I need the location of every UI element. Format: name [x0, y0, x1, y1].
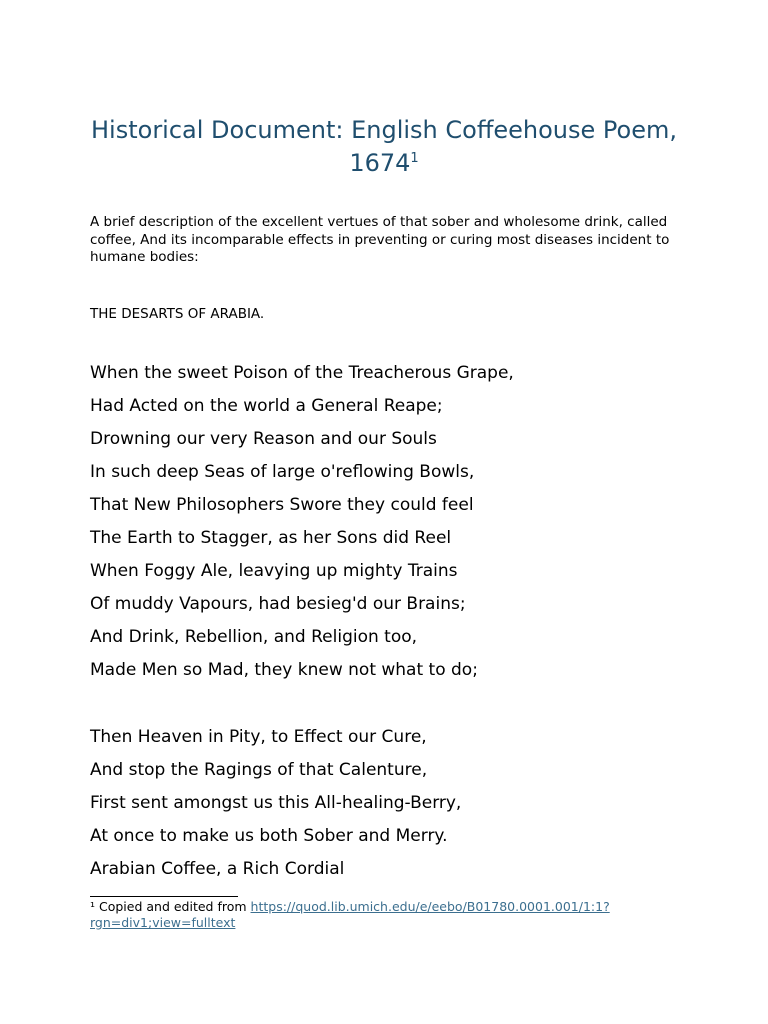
poem-line: And Drink, Rebellion, and Religion too, [90, 627, 418, 647]
poem-line: And stop the Ragings of that Calenture, [90, 760, 428, 780]
poem-line: When Foggy Ale, leavying up mighty Trains [90, 561, 458, 581]
document-title [90, 114, 678, 180]
section-heading: THE DESARTS OF ARABIA. [90, 306, 265, 322]
poem-line: The Earth to Stagger, as her Sons did Reel [90, 528, 452, 548]
poem-stanza-1 [90, 357, 514, 687]
poem-stanza-2 [90, 721, 461, 886]
footnote-source-link[interactable]: https://quod.lib.umich.edu/e/eebo/B01780.0001.001/1:1?rgn=div1;view=fulltext [90, 899, 610, 930]
poem-line: When the sweet Poison of the Treacherous Grape, [90, 363, 514, 383]
poem-line: First sent amongst us this All-healing-Berry, [90, 793, 462, 813]
intro-paragraph: A brief description of the excellent vertues of that sober and wholesome drink, called coffee, And its incomparable effects in preventing or curing most diseases incident to humane bodies: [90, 214, 670, 265]
title-footnote-mark: 1 [410, 151, 419, 166]
poem-line: Arabian Coffee, a Rich Cordial [90, 859, 345, 879]
poem-line: That New Philosophers Swore they could feel [90, 495, 474, 515]
poem-line: Had Acted on the world a General Reape; [90, 396, 443, 416]
poem-line: In such deep Seas of large o'reflowing Bowls, [90, 462, 475, 482]
poem-line: Drowning our very Reason and our Souls [90, 429, 437, 449]
title-text: Historical Document: English Coffeehouse Poem, 1674 [91, 116, 677, 177]
footnote-separator [90, 896, 238, 897]
poem-line: At once to make us both Sober and Merry. [90, 826, 448, 846]
poem-line: Of muddy Vapours, had besieg'd our Brains; [90, 594, 466, 614]
poem-line: Made Men so Mad, they knew not what to do; [90, 660, 478, 680]
footnote [90, 899, 650, 931]
footnote-mark: ¹ [90, 899, 96, 914]
poem-line: Then Heaven in Pity, to Effect our Cure, [90, 727, 427, 747]
footnote-text: Copied and edited from [95, 899, 251, 914]
